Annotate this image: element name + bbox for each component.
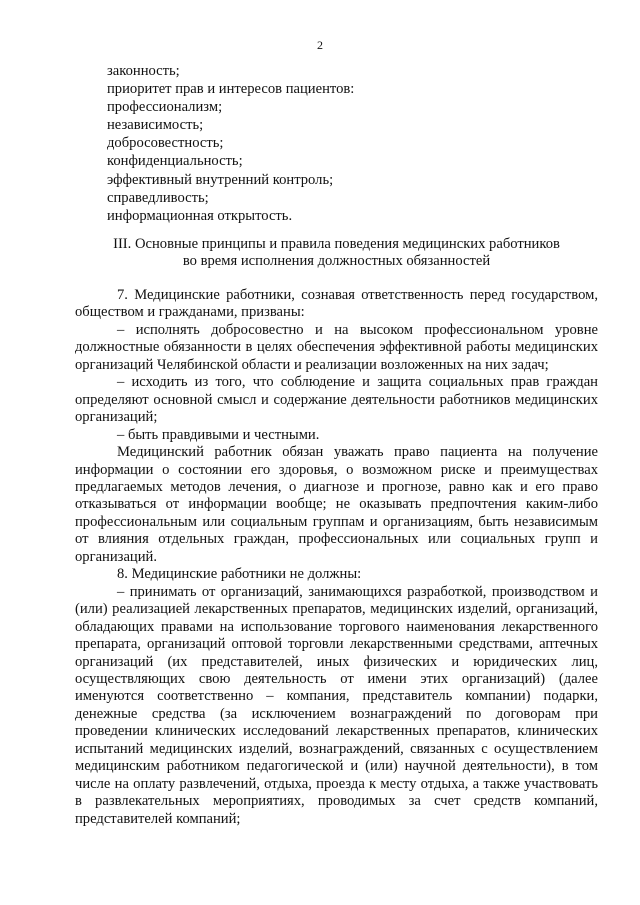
paragraph-7-item-1: – исполнять добросовестно и на высоком профессиональном уровне должностные обязанности в целях обеспечения эффективной работы медицинских организаций Челябинской области и реализации возложенных на них задач; [75,321,598,373]
section-heading-line-2: во время исполнения должностных обязанностей [182,253,491,270]
list-item: информационная открытость. [107,207,293,224]
list-item: справедливость; [107,189,209,206]
list-item: законность; [107,63,180,79]
paragraph-7-item-3: – быть правдивыми и честными. [117,426,320,443]
list-item: конфиденциальность; [107,153,243,170]
paragraph-7-item-2: – исходить из того, что соблюдение и защита социальных прав граждан определяют основной смысл и содержание деятельности работников медицинских организаций; [75,374,598,426]
list-item: приоритет прав и интересов пациентов: [107,81,355,98]
list-item: добросовестность; [107,135,224,152]
section-heading [75,236,598,271]
paragraph-8-item-1: – принимать от организаций, занимающихся разработкой, производством и (или) реализацией лекарственных препаратов, медицинских изделий, организаций, обладающих правами на использование торгового наименования лекарственного препарата, организаций оптовой торговли лекарственными средствами, аптечных организаций (их представителей, иных физических и юридических лиц, осуществляющих свою деятельность от имени этих организаций) (далее именуются соответственно – компания, представитель компании) подарки, денежные средства (за исключением вознаграждений по договорам при проведении клинических исследований лекарственных препаратов, клинических испытаний медицинских изделий, вознаграждений, связанных с осуществлением медицинским работником педагогической и (или) научной деятельности), в том числе на оплату развлечений, отдыха, проезда к месту отдыха, а также участвовать в развлекательных мероприятиях, проводимых за счет средств компаний, представителей компаний; [75,583,598,827]
list-item: независимость; [107,117,204,134]
principles-list [107,62,547,225]
paragraph-7-intro: 7. Медицинские работники, сознавая ответственность перед государством, обществом и гражданами, призваны: [75,287,598,321]
paragraph-8-intro: 8. Медицинские работники не должны: [117,566,362,583]
section-heading-line-1: III. Основные принципы и правила поведения медицинских работников [113,236,560,252]
section-body [75,287,598,828]
page-number: 2 [317,38,323,52]
paragraph-obligation: Медицинский работник обязан уважать право пациента на получение информации о состоянии его здоровья, о возможном риске и преимуществах предлагаемых методов лечения, о диагнозе и прогнозе, равно как и его право отказываться от информации вообще; не оказывать предпочтения каким-либо профессиональным или социальным группам и организациям, быть независимым от влияния отдельных граждан, профессиональных или социальных групп и организаций. [75,444,598,565]
list-item: эффективный внутренний контроль; [107,171,334,188]
list-item: профессионализм; [107,99,223,116]
